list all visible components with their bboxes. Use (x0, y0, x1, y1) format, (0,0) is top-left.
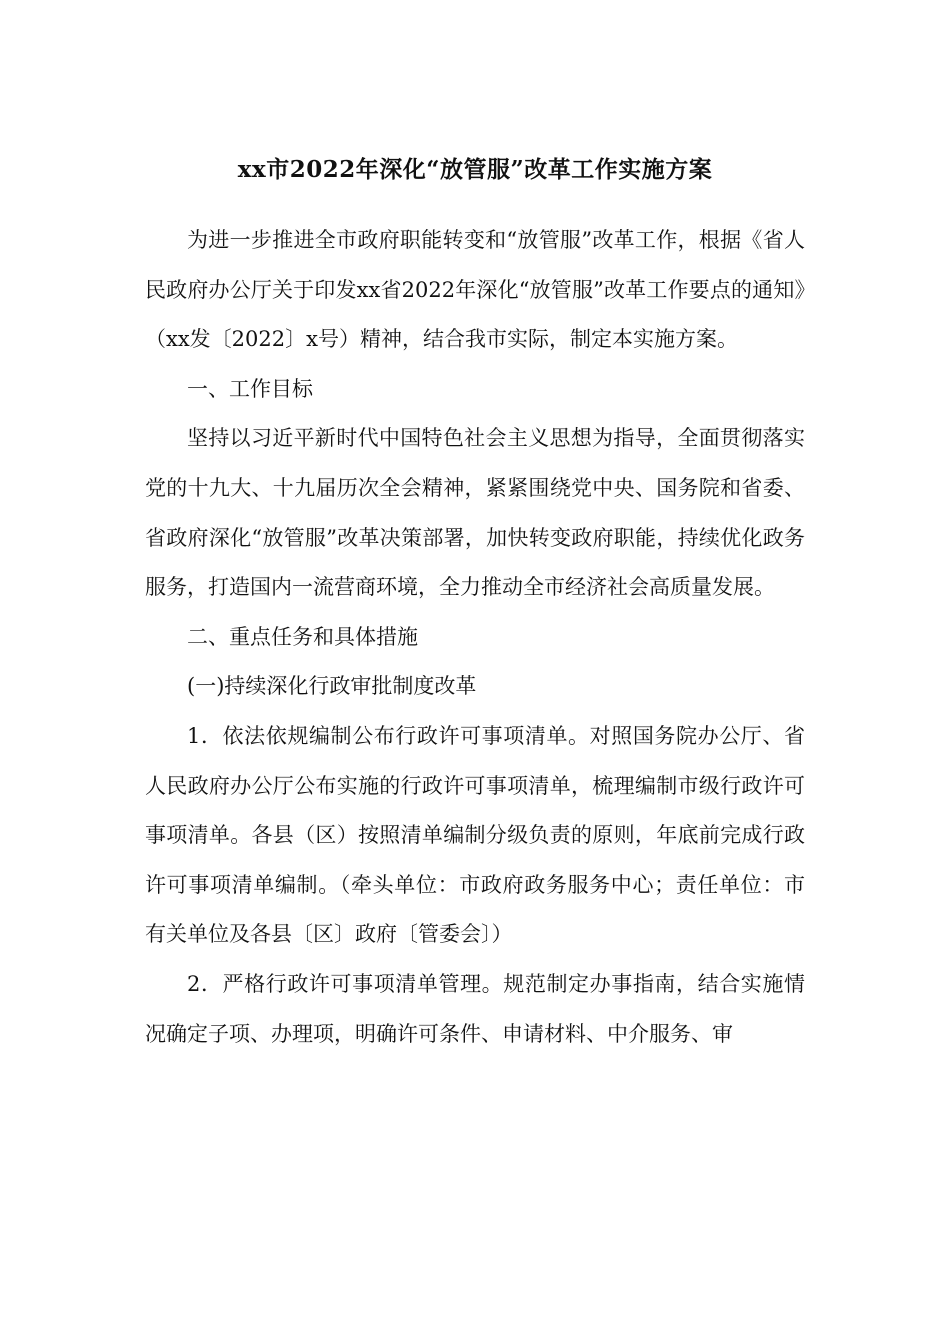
goals-paragraph: 坚持以习近平新时代中国特色社会主义思想为指导，全面贯彻落实党的十九大、十九届历次全会精神，紧紧围绕党中央、国务院和省委、省政府深化“放管服”改革决策部署，加快转变政府职能，持续优化政务服务，打造国内一流营商环境，全力推动全市经济社会高质量发展。 (145, 426, 805, 600)
task-item-2: 2．严格行政许可事项清单管理。规范制定办事指南，结合实施情况确定子项、办理项，明确许可条件、申请材料、中介服务、审 (145, 971, 805, 1046)
task-item-1: 1．依法依规编制公布行政许可事项清单。对照国务院办公厅、省人民政府办公厅公布实施的行政许可事项清单，梳理编制市级行政许可事项清单。各县（区）按照清单编制分级负责的原则，年底前完成行政许可事项清单编制。（牵头单位：市政府政务服务中心；责任单位：市有关单位及各县〔区〕政府〔管委会〕） (145, 723, 805, 947)
section-heading-tasks: 二、重点任务和具体措施 (187, 624, 418, 649)
section-heading-goals: 一、工作目标 (187, 376, 313, 401)
document-body (145, 216, 805, 1059)
intro-paragraph: 为进一步推进全市政府职能转变和“放管服”改革工作，根据《省人民政府办公厅关于印发xx省2022年深化“放管服”改革工作要点的通知》（xx发〔2022〕x号）精神，结合我市实际，制定本实施方案。 (145, 228, 805, 352)
document-title: xx市2022年深化“放管服”改革工作实施方案 (237, 156, 713, 183)
subsection-heading: (一)持续深化行政审批制度改革 (187, 674, 477, 699)
